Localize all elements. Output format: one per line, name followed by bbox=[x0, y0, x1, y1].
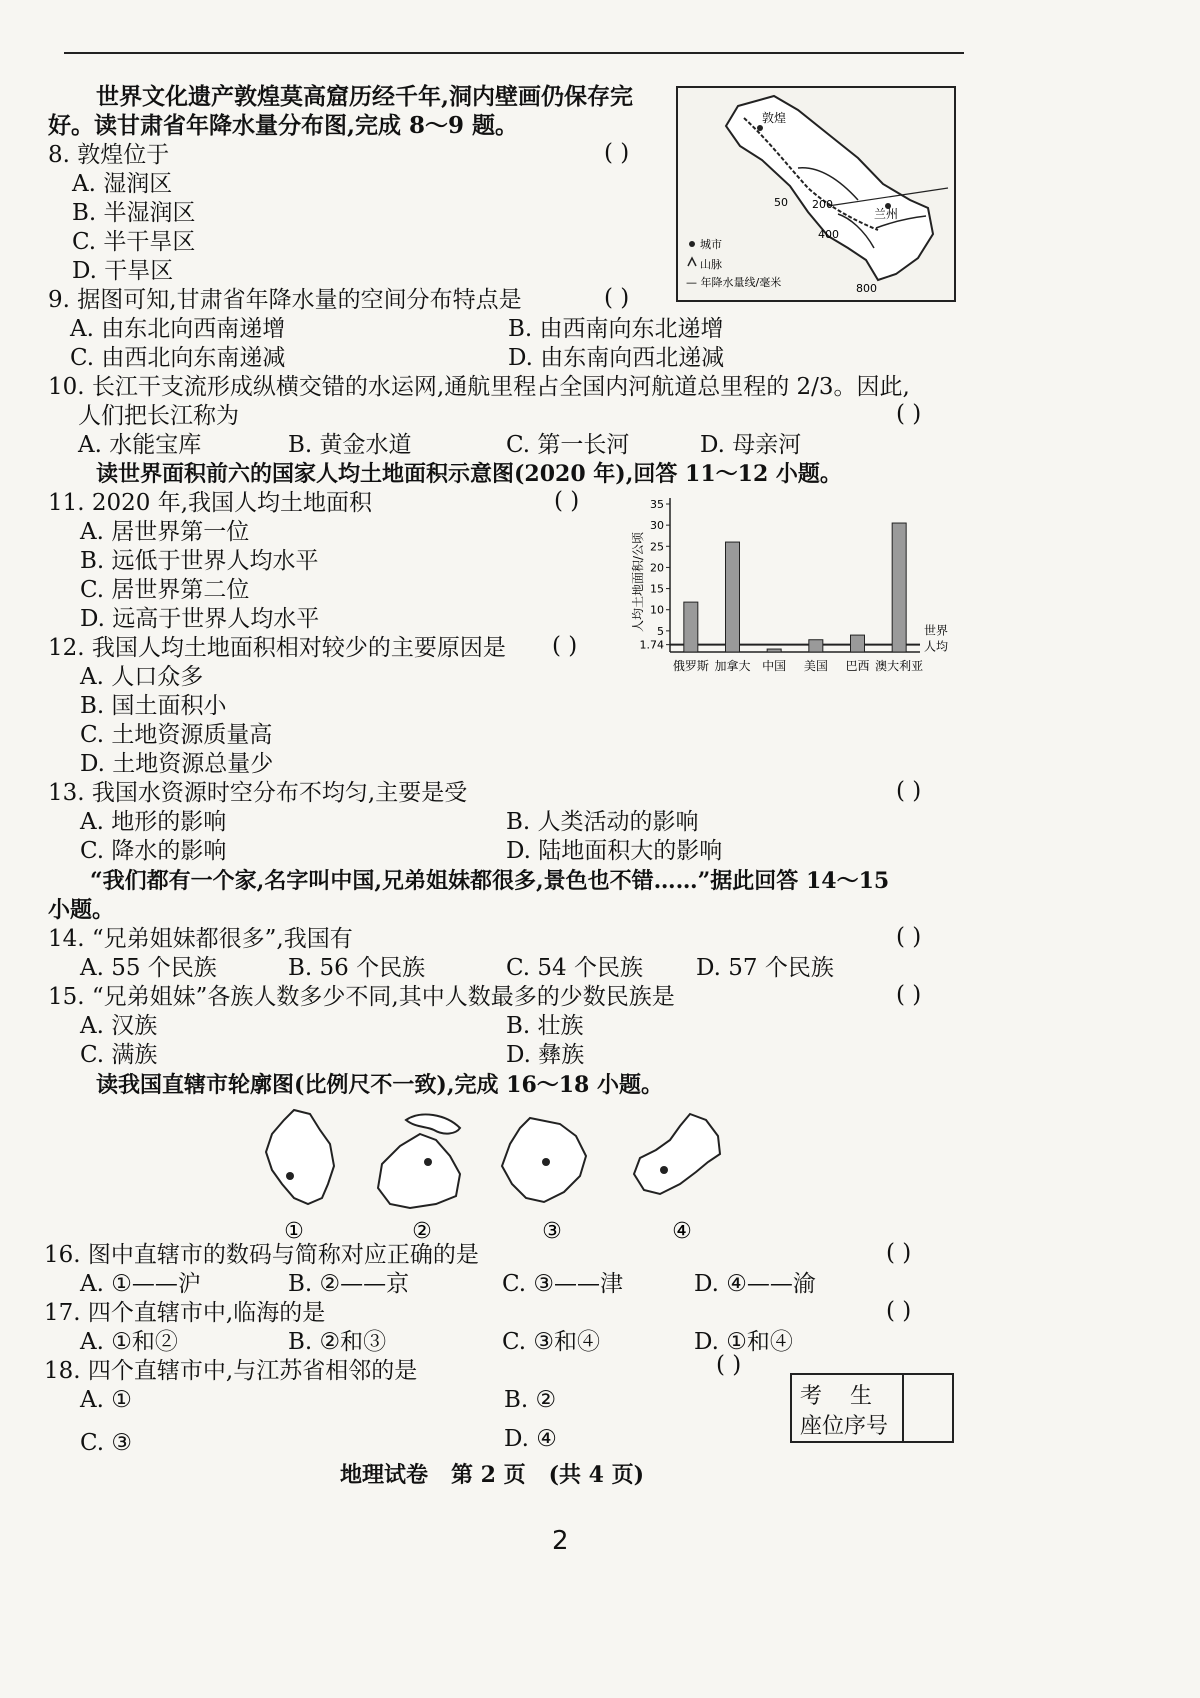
map-number-4: ④ bbox=[672, 1219, 692, 1244]
q10-option-c[interactable]: C. 第一长河 bbox=[506, 432, 630, 458]
chart-world-average-label: 世界 bbox=[924, 623, 949, 638]
q13-answer-blank[interactable]: ( ) bbox=[896, 778, 922, 804]
q8-answer-blank[interactable]: ( ) bbox=[604, 140, 630, 166]
map-number-2: ② bbox=[412, 1219, 432, 1244]
q9-option-a[interactable]: A. 由东北向西南递增 bbox=[70, 316, 286, 342]
chart-category-label: 澳大利亚 bbox=[875, 659, 924, 673]
q16-option-a[interactable]: A. ①——沪 bbox=[80, 1271, 201, 1297]
seat-box-label-line1: 考 生 bbox=[800, 1384, 872, 1409]
q8-option-d[interactable]: D. 干旱区 bbox=[72, 258, 174, 284]
chart-category-label: 巴西 bbox=[845, 659, 870, 673]
q17-option-c[interactable]: C. ③和④ bbox=[502, 1329, 601, 1355]
chart-bar bbox=[726, 542, 740, 652]
q11-stem: 11. 2020 年,我国人均土地面积 bbox=[48, 490, 373, 516]
chart-y-tick-label: 25 bbox=[650, 540, 664, 554]
q17-option-a[interactable]: A. ①和② bbox=[80, 1329, 178, 1355]
q15-option-d[interactable]: D. 彝族 bbox=[506, 1042, 585, 1068]
intro-nation-line1: “我们都有一个家,名字叫中国,兄弟姐妹都很多,景色也不错……”据此回答 14～15 bbox=[90, 868, 890, 894]
chart-y-axis-label: 人均土地面积/公顷 bbox=[631, 531, 645, 632]
q12-option-c[interactable]: C. 土地资源质量高 bbox=[80, 722, 273, 748]
q9-answer-blank[interactable]: ( ) bbox=[604, 285, 630, 311]
chart-y-tick-label: 10 bbox=[650, 603, 664, 617]
q8-option-a[interactable]: A. 湿润区 bbox=[72, 171, 173, 197]
map-label-dunhuang: 敦煌 bbox=[762, 111, 787, 125]
chart-category-label: 俄罗斯 bbox=[672, 659, 709, 673]
intro-gansu-line2: 好。读甘肃省年降水量分布图,完成 8～9 题。 bbox=[48, 112, 519, 139]
q12-stem: 12. 我国人均土地面积相对较少的主要原因是 bbox=[48, 635, 506, 661]
q14-option-b[interactable]: B. 56 个民族 bbox=[288, 955, 426, 981]
q9-option-d[interactable]: D. 由东南向西北递减 bbox=[508, 345, 725, 371]
map-outline-2 bbox=[378, 1134, 460, 1208]
chart-y-tick-label: 20 bbox=[650, 561, 664, 575]
legend-isoline: — 年降水量线/毫米 bbox=[686, 276, 782, 289]
q15-option-c[interactable]: C. 满族 bbox=[80, 1042, 158, 1068]
q14-option-c[interactable]: C. 54 个民族 bbox=[506, 955, 643, 981]
q15-answer-blank[interactable]: ( ) bbox=[896, 982, 922, 1008]
page-number: 2 bbox=[552, 1526, 569, 1556]
map-outline-4 bbox=[634, 1114, 720, 1194]
q18-option-c[interactable]: C. ③ bbox=[80, 1430, 133, 1456]
q9-option-c[interactable]: C. 由西北向东南递减 bbox=[70, 345, 286, 371]
q18-option-d[interactable]: D. ④ bbox=[504, 1426, 557, 1452]
q18-option-b[interactable]: B. ② bbox=[504, 1387, 557, 1413]
map-number-3: ③ bbox=[542, 1219, 562, 1244]
q10-stem-line2: 人们把长江称为 bbox=[78, 403, 239, 429]
q9-option-b[interactable]: B. 由西南向东北递增 bbox=[508, 316, 724, 342]
q10-option-b[interactable]: B. 黄金水道 bbox=[288, 432, 412, 458]
chart-y-tick-label: 5 bbox=[657, 624, 664, 638]
legend-city: 城市 bbox=[700, 238, 722, 251]
q16-option-c[interactable]: C. ③——津 bbox=[502, 1271, 624, 1297]
q11-option-d[interactable]: D. 远高于世界人均水平 bbox=[80, 606, 320, 632]
map-isoline-400: 400 bbox=[818, 228, 839, 241]
q18-stem: 18. 四个直辖市中,与江苏省相邻的是 bbox=[44, 1358, 418, 1384]
q12-option-d[interactable]: D. 土地资源总量少 bbox=[80, 751, 274, 777]
mountain-legend-icon bbox=[688, 258, 696, 266]
q15-option-a[interactable]: A. 汉族 bbox=[80, 1013, 158, 1039]
q10-stem-line1: 10. 长江干支流形成纵横交错的水运网,通航里程占全国内河航道总里程的 2/3。因此, bbox=[48, 374, 910, 400]
chart-world-average-label: 人均 bbox=[924, 639, 949, 654]
q16-stem: 16. 图中直辖市的数码与简称对应正确的是 bbox=[44, 1242, 479, 1268]
q13-option-a[interactable]: A. 地形的影响 bbox=[80, 809, 227, 835]
q10-option-a[interactable]: A. 水能宝库 bbox=[78, 432, 202, 458]
chart-category-label: 加拿大 bbox=[714, 659, 751, 673]
municipality-maps bbox=[250, 1100, 770, 1245]
page-footer: 地理试卷 第 2 页 (共 4 页) bbox=[340, 1462, 645, 1488]
chart-bar bbox=[892, 523, 906, 652]
q10-answer-blank[interactable]: ( ) bbox=[896, 401, 922, 427]
map-isoline-800: 800 bbox=[856, 282, 877, 295]
q15-stem: 15. “兄弟姐妹”各族人数多少不同,其中人数最多的少数民族是 bbox=[48, 984, 675, 1010]
seat-box-label-line2: 座位序号 bbox=[800, 1414, 889, 1439]
q17-option-b[interactable]: B. ②和③ bbox=[288, 1329, 387, 1355]
map-isoline-50: 50 bbox=[774, 196, 788, 209]
map-number-1: ① bbox=[284, 1219, 304, 1244]
chart-y-tick-label: 35 bbox=[650, 498, 664, 511]
q11-option-b[interactable]: B. 远低于世界人均水平 bbox=[80, 548, 319, 574]
q17-option-d[interactable]: D. ①和④ bbox=[694, 1329, 793, 1355]
q9-stem: 9. 据图可知,甘肃省年降水量的空间分布特点是 bbox=[48, 287, 522, 313]
q17-answer-blank[interactable]: ( ) bbox=[886, 1298, 912, 1324]
q15-option-b[interactable]: B. 壮族 bbox=[506, 1013, 584, 1039]
q12-option-a[interactable]: A. 人口众多 bbox=[80, 664, 204, 690]
land-per-capita-chart bbox=[620, 492, 960, 682]
seat-number-box bbox=[790, 1373, 954, 1443]
q16-answer-blank[interactable]: ( ) bbox=[886, 1240, 912, 1266]
chart-y-tick-label: 15 bbox=[650, 582, 664, 596]
chart-bar bbox=[767, 649, 781, 652]
q18-option-a[interactable]: A. ① bbox=[80, 1387, 132, 1413]
intro-nation-line2: 小题。 bbox=[48, 897, 115, 923]
q14-option-a[interactable]: A. 55 个民族 bbox=[80, 955, 217, 981]
map-outline-1 bbox=[266, 1110, 334, 1204]
intro-land-chart: 读世界面积前六的国家人均土地面积示意图(2020 年),回答 11～12 小题。 bbox=[96, 461, 842, 487]
chart-category-label: 美国 bbox=[803, 659, 828, 673]
q10-option-d[interactable]: D. 母亲河 bbox=[700, 432, 802, 458]
chart-y-tick-label: 30 bbox=[650, 519, 664, 533]
q12-option-b[interactable]: B. 国土面积小 bbox=[80, 693, 227, 719]
q16-option-d[interactable]: D. ④——渝 bbox=[694, 1271, 816, 1297]
q13-stem: 13. 我国水资源时空分布不均匀,主要是受 bbox=[48, 780, 468, 806]
q11-option-a[interactable]: A. 居世界第一位 bbox=[80, 519, 250, 545]
q17-stem: 17. 四个直辖市中,临海的是 bbox=[44, 1300, 326, 1326]
intro-gansu-line1: 世界文化遗产敦煌莫高窟历经千年,洞内壁画仍保存完 bbox=[96, 83, 634, 110]
q14-answer-blank[interactable]: ( ) bbox=[896, 924, 922, 950]
q18-answer-blank[interactable]: ( ) bbox=[716, 1352, 742, 1378]
chart-bar bbox=[684, 602, 698, 652]
chart-y-tick-label: 1.74 bbox=[639, 638, 664, 652]
q8-option-c[interactable]: C. 半干旱区 bbox=[72, 229, 196, 255]
q14-option-d[interactable]: D. 57 个民族 bbox=[696, 955, 834, 981]
q13-option-c[interactable]: C. 降水的影响 bbox=[80, 838, 227, 864]
header-rule bbox=[64, 52, 964, 54]
intro-municipalities: 读我国直辖市轮廓图(比例尺不一致),完成 16～18 小题。 bbox=[96, 1072, 664, 1098]
gansu-precipitation-map bbox=[676, 86, 956, 302]
chart-category-label: 中国 bbox=[762, 659, 787, 673]
q16-option-b[interactable]: B. ②——京 bbox=[288, 1271, 410, 1297]
q11-option-c[interactable]: C. 居世界第二位 bbox=[80, 577, 250, 603]
q8-stem: 8. 敦煌位于 bbox=[48, 142, 170, 168]
q14-stem: 14. “兄弟姐妹都很多”,我国有 bbox=[48, 926, 353, 952]
q8-option-b[interactable]: B. 半湿润区 bbox=[72, 200, 196, 226]
q11-answer-blank[interactable]: ( ) bbox=[554, 488, 580, 514]
chart-bar bbox=[851, 635, 865, 652]
city-legend-icon bbox=[689, 241, 695, 247]
q13-option-d[interactable]: D. 陆地面积大的影响 bbox=[506, 838, 723, 864]
q13-option-b[interactable]: B. 人类活动的影响 bbox=[506, 809, 699, 835]
chart-bar bbox=[809, 640, 823, 652]
q12-answer-blank[interactable]: ( ) bbox=[552, 633, 578, 659]
map-isoline-200: 200 bbox=[812, 198, 833, 211]
legend-mountain: 山脉 bbox=[700, 258, 722, 271]
map-label-lanzhou: 兰州 bbox=[874, 207, 899, 221]
seat-number-field[interactable] bbox=[904, 1375, 952, 1441]
